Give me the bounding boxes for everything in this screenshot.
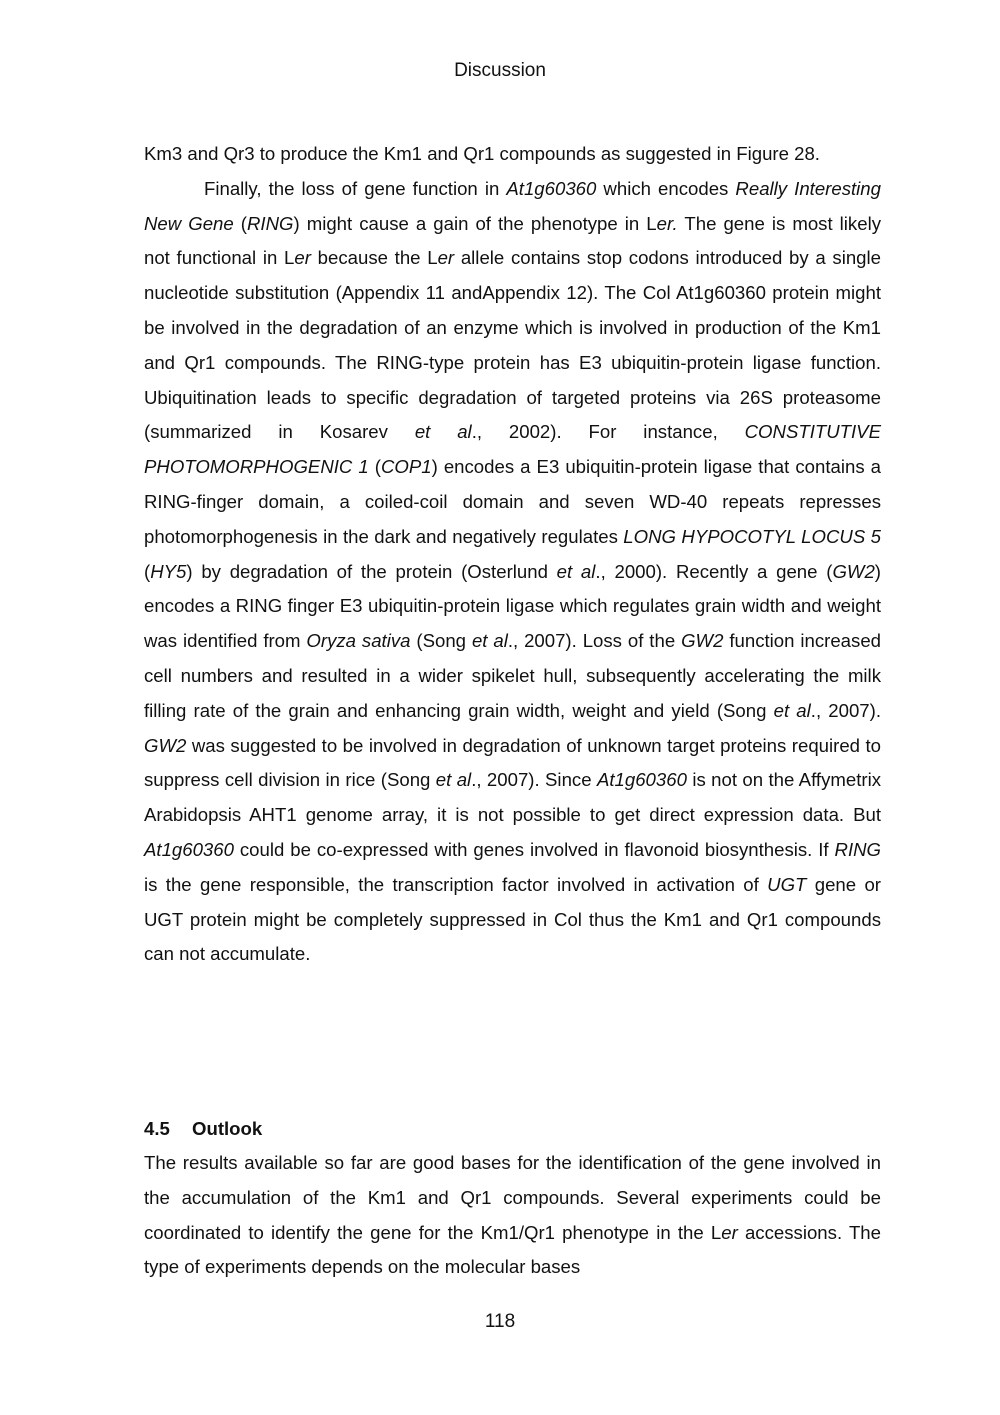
page-number: 118 (484, 1311, 516, 1332)
running-header: Discussion (454, 60, 546, 81)
paragraph-continuation (144, 137, 881, 172)
italic-term: At1g60360 (596, 769, 687, 791)
italic-term: GW2 (681, 630, 724, 652)
italic-term: RING (834, 838, 881, 860)
italic-term: At1g60360 (144, 838, 234, 860)
section-title: Outlook (192, 1118, 263, 1139)
italic-term: et al (556, 560, 596, 582)
outlook-body (144, 1146, 881, 1285)
italic-term: LONG HYPOCOTYL LOCUS 5 (623, 525, 881, 547)
italic-term: et al (471, 630, 508, 652)
italic-term: er (294, 247, 311, 269)
italic-term: et al (414, 421, 472, 443)
text-run: ., 2007). Loss of the (507, 630, 682, 652)
text-run: could be co-expressed with genes involved in flavonoid biosynthesis. If (233, 838, 835, 860)
text-run: ., 2002). For instance, (471, 421, 745, 443)
text-run: (Song (410, 630, 472, 652)
italic-term: et al (773, 699, 811, 721)
text-run: gene or UGT protein might be completely suppressed in Col thus the Km1 and Qr1 compounds can not accumulate. (144, 873, 881, 965)
italic-term: UGT (767, 873, 807, 895)
text-run: ., 2000). Recently a gene ( (595, 560, 833, 582)
italic-term: Oryza sativa (306, 630, 411, 652)
text-run: ( (368, 456, 381, 478)
text-run: is the gene responsible, the transcription factor involved in activation of (144, 873, 768, 895)
italic-term: er. (656, 212, 678, 234)
italic-term: GW2 (832, 560, 875, 582)
italic-term: et al (435, 769, 472, 791)
text-run: allele contains stop codons introduced by a single nucleotide substitution (Appendix 11 andAppendix 12). The Col At1g60360 protein might be involved in the degradation of an enzyme which is involved in production of the Km1 and Qr1 compounds. The RING-type protein has E3 ubiquitin-protein ligase function. Ubiquitination leads to specific degradation of targeted proteins via 26S proteasome (summarized in Kosarev (144, 247, 881, 443)
text-run: Km3 and Qr3 to produce the Km1 and Qr1 compounds as suggested in Figure 28. (144, 143, 820, 164)
italic-term: er (437, 247, 455, 269)
paragraph-ring-gene (144, 172, 881, 972)
discussion-body (144, 137, 881, 972)
text-run: ) encodes a RING finger E3 ubiquitin-protein ligase which regulates grain width and weight was identified from (144, 560, 881, 652)
text-run: ., 2007). (810, 699, 881, 721)
italic-term: HY5 (150, 560, 187, 582)
paragraph-outlook (144, 1146, 881, 1285)
text-run: ) encodes a E3 ubiquitin-protein ligase that contains a RING-finger domain, a coiled-coil domain and seven WD-40 repeats represses photomorphogenesis in the dark and negatively regulates (144, 456, 881, 547)
italic-term: CONSTITUTIVE PHOTOMORPHOGENIC 1 (144, 421, 881, 478)
text-run: function increased cell numbers and resulted in a wider spikelet hull, subsequently accelerating the milk filling rate of the grain and enhancing grain width, weight and yield (Song (144, 630, 882, 721)
text-run: Finally, the loss of gene function in (204, 177, 507, 199)
text-run: The results available so far are good bases for the identification of the gene involved in the accumulation of the Km1 and Qr1 compounds. Several experiments could be coordinated to identify the gene for the Km1/Qr1 phenotype in the L (144, 1152, 881, 1243)
text-run: accessions. The type of experiments depends on the molecular bases (144, 1221, 881, 1278)
section-heading-outlook (144, 1112, 881, 1147)
italic-term: At1g60360 (506, 177, 597, 199)
text-run: was suggested to be involved in degradation of unknown target proteins required to suppress cell division in rice (Song (144, 734, 881, 791)
italic-term: COP1 (380, 456, 432, 478)
italic-term: Really Interesting New Gene (144, 177, 881, 234)
section-number: 4.5 (144, 1118, 170, 1139)
italic-term: er (721, 1221, 738, 1243)
text-run: ( (233, 212, 247, 234)
text-run: The gene is most likely not functional in L (144, 212, 882, 269)
text-run: ( (144, 560, 151, 582)
text-run: which encodes (596, 177, 736, 199)
text-run: is not on the Affymetrix Arabidopsis AHT1 genome array, it is not possible to get direct expression data. But (144, 769, 881, 826)
text-run: ., 2007). Since (471, 769, 597, 791)
text-run: because the L (310, 247, 438, 269)
text-run: ) by degradation of the protein (Osterlund (186, 560, 557, 582)
italic-term: GW2 (144, 734, 187, 756)
text-run: ) might cause a gain of the phenotype in L (293, 212, 657, 234)
italic-term: RING (246, 212, 294, 234)
